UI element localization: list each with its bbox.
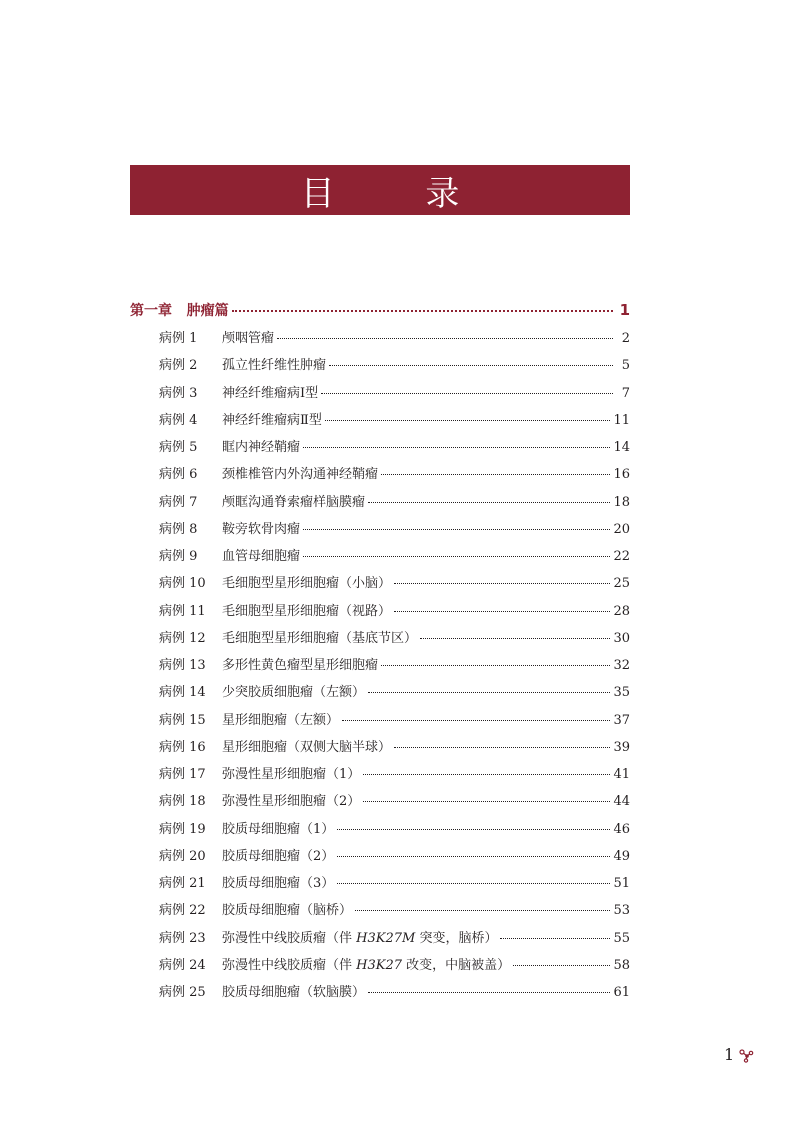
dot-leader [337,829,610,830]
case-title: 胶质母细胞瘤（脑桥） [222,903,353,919]
case-number: 病例 15 [159,712,206,728]
case-title: 鞍旁软骨肉瘤 [222,521,301,537]
toc-entry[interactable] [130,872,630,899]
dot-leader [420,638,610,639]
page-ref: 37 [613,712,630,728]
case-number: 病例 18 [159,794,206,810]
page-ref: 55 [613,930,630,946]
case-number: 病例 24 [159,957,206,973]
case-title: 颅咽管瘤 [222,331,275,346]
dot-leader [303,447,610,448]
page-ref: 58 [613,957,630,973]
toc-entry[interactable] [130,409,630,436]
molecule-icon [738,1047,754,1063]
toc-entry[interactable] [130,327,630,354]
toc-entry[interactable] [130,736,630,763]
toc-entry[interactable] [130,436,630,463]
page-folio [724,1045,754,1064]
case-title [222,927,497,946]
case-title: 弥漫性星形细胞瘤（1） [222,767,361,782]
dot-leader [321,393,613,394]
dot-leader [277,338,613,339]
page-ref: 2 [621,331,630,346]
case-number: 病例 7 [159,494,198,510]
toc-entry[interactable] [130,681,630,708]
dot-leader [363,801,610,802]
toc-entry[interactable] [130,981,630,1008]
page-ref: 49 [613,848,630,864]
page-ref: 5 [621,358,630,374]
dot-leader [513,965,610,966]
dot-leader [325,420,611,421]
case-number: 病例 2 [159,358,198,374]
case-title: 胶质母细胞瘤（软脑膜） [222,985,366,1000]
page-ref: 32 [613,658,630,673]
case-number: 病例 23 [159,930,206,946]
case-title: 毛细胞型星形细胞瘤（基底节区） [222,630,418,646]
page-ref: 41 [613,767,630,782]
toc-entry[interactable] [130,382,630,409]
toc-entry[interactable] [130,463,630,490]
page-ref: 39 [613,739,630,755]
toc-entry[interactable] [130,954,630,981]
toc-entry[interactable] [130,927,630,954]
toc-entry[interactable] [130,491,630,518]
case-title: 孤立性纤维性肿瘤 [222,358,327,374]
case-number: 病例 10 [159,576,206,592]
case-title: 毛细胞型星形细胞瘤（视路） [222,603,392,619]
dot-leader [394,611,610,612]
case-number: 病例 8 [159,521,198,537]
page-ref: 11 [613,412,630,428]
toc-entry[interactable] [130,600,630,627]
dot-leader [363,774,610,775]
page-ref: 25 [613,576,630,592]
case-title: 胶质母细胞瘤（1） [222,821,335,837]
gene-name: H3K27 [356,957,403,973]
toc-entry[interactable] [130,627,630,654]
case-number: 病例 1 [159,331,198,346]
dot-leader [337,883,610,884]
toc-title-bar [130,165,630,215]
dot-leader [232,310,613,312]
toc-entry[interactable] [130,654,630,681]
chapter-page: 1 [619,301,630,319]
toc-entry[interactable] [130,518,630,545]
case-number: 病例 25 [159,985,206,1000]
toc-entry[interactable] [130,899,630,926]
toc-entry[interactable] [130,818,630,845]
case-number: 病例 22 [159,903,206,919]
page-ref: 22 [613,549,630,564]
toc-entry[interactable] [130,790,630,817]
gene-name: H3K27M [356,930,416,946]
case-title-suffix: 突变，脑桥） [415,930,498,946]
case-number: 病例 9 [159,549,198,564]
toc-title: 目 录 [300,173,500,214]
page-ref: 20 [613,521,630,537]
dot-leader [368,992,610,993]
toc-entry[interactable] [130,845,630,872]
page-ref: 51 [613,876,630,891]
page-ref: 14 [613,440,630,455]
dot-leader [381,665,610,666]
toc-entry[interactable] [130,545,630,572]
case-number: 病例 12 [159,630,206,646]
case-number: 病例 11 [159,603,206,619]
page-ref: 44 [613,794,630,810]
chapter-heading[interactable] [130,300,630,324]
case-title: 胶质母细胞瘤（2） [222,848,335,864]
dot-leader [394,747,610,748]
case-title-prefix: 弥漫性中线胶质瘤（伴 [222,957,357,973]
case-number: 病例 5 [159,440,198,455]
toc-entry[interactable] [130,572,630,599]
case-title: 神经纤维瘤病Ⅱ型 [222,412,322,428]
case-title-prefix: 弥漫性中线胶质瘤（伴 [222,930,357,946]
case-title: 星形细胞瘤（左额） [222,712,340,728]
case-title: 毛细胞型星形细胞瘤（小脑） [222,576,392,592]
dot-leader [342,720,610,721]
page-ref: 35 [613,685,630,701]
case-title: 血管母细胞瘤 [222,549,301,564]
case-title: 多形性黄色瘤型星形细胞瘤 [222,658,379,673]
page-ref: 16 [613,467,630,483]
case-title: 颈椎椎管内外沟通神经鞘瘤 [222,467,379,483]
chapter-label: 第一章 肿瘤篇 [130,303,229,319]
case-title: 胶质母细胞瘤（3） [222,876,335,891]
dot-leader [303,529,610,530]
case-title: 眶内神经鞘瘤 [222,440,301,455]
page-number: 1 [724,1045,735,1064]
page-ref: 30 [613,630,630,646]
toc-entry[interactable] [130,763,630,790]
page-ref: 28 [613,603,630,619]
table-of-contents [130,300,630,1008]
case-title: 少突胶质细胞瘤（左额） [222,685,366,701]
page-ref: 53 [613,903,630,919]
dot-leader [394,583,610,584]
page-ref: 7 [621,385,630,401]
dot-leader [500,938,610,939]
case-number: 病例 13 [159,658,206,673]
case-number: 病例 4 [159,412,198,428]
case-number: 病例 20 [159,848,206,864]
toc-entry[interactable] [130,354,630,381]
case-number: 病例 16 [159,739,206,755]
page-ref: 46 [613,821,630,837]
dot-leader [355,910,610,911]
case-number: 病例 21 [159,876,206,891]
case-number: 病例 3 [159,385,198,401]
dot-leader [303,556,610,557]
dot-leader [329,365,613,366]
case-number: 病例 17 [159,767,206,782]
dot-leader [368,502,610,503]
case-number: 病例 14 [159,685,206,701]
case-title [222,954,510,973]
case-title: 颅眶沟通脊索瘤样脑膜瘤 [222,494,366,510]
case-title: 弥漫性星形细胞瘤（2） [222,794,361,810]
dot-leader [368,692,610,693]
case-title-suffix: 改变，中脑被盖） [402,957,511,973]
dot-leader [337,856,610,857]
case-number: 病例 6 [159,467,198,483]
dot-leader [381,474,610,475]
entry-list [130,327,630,1008]
page-ref: 61 [613,985,630,1000]
page-ref: 18 [613,494,630,510]
case-number: 病例 19 [159,821,206,837]
toc-entry[interactable] [130,709,630,736]
case-title: 星形细胞瘤（双侧大脑半球） [222,739,392,755]
case-title: 神经纤维瘤病Ⅰ型 [222,385,319,401]
